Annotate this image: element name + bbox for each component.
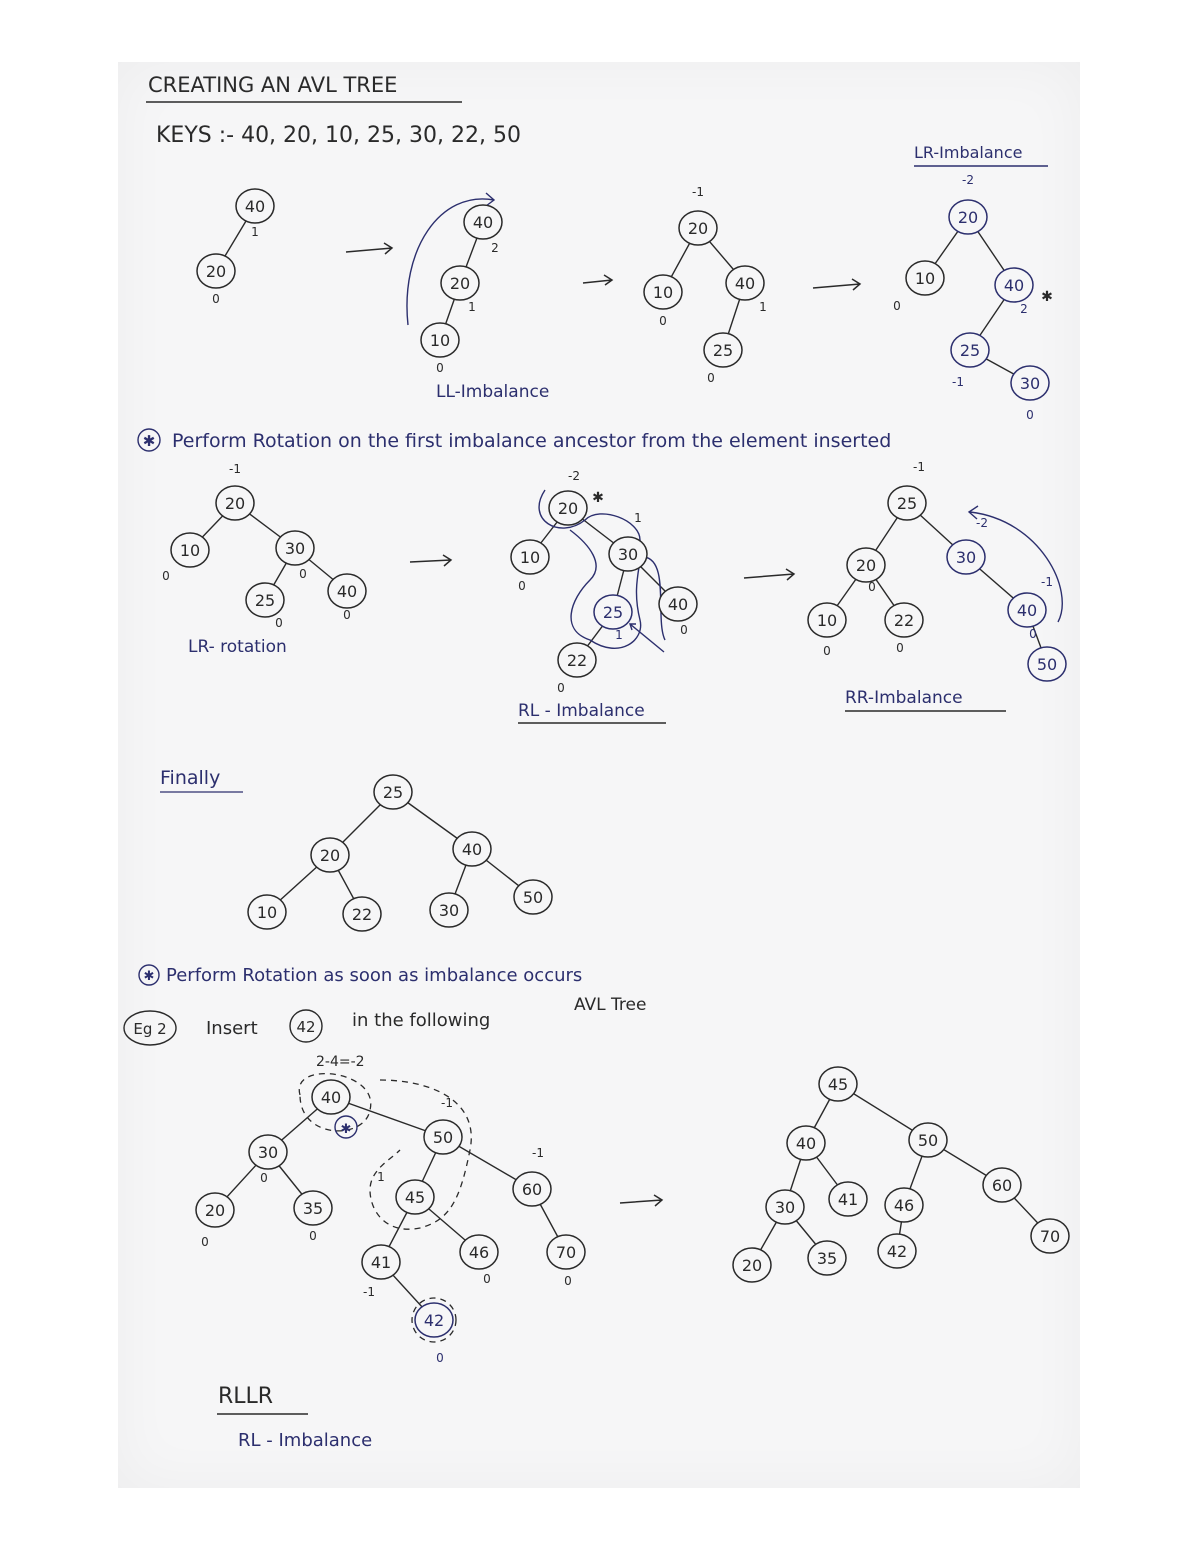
- node-key: 40: [1016, 601, 1038, 620]
- tree-node-70: [1031, 1219, 1069, 1253]
- tree-node-10: [248, 895, 286, 929]
- balance-factor: 0: [868, 580, 876, 594]
- rl-imbalance-label: RL - Imbalance: [518, 701, 645, 721]
- tree-node-25: [951, 333, 989, 389]
- node-key: 10: [816, 611, 838, 630]
- tree-node-35: [294, 1191, 332, 1243]
- node-key: 20: [204, 1201, 226, 1220]
- balance-factor: 0: [707, 371, 715, 385]
- node-key: 25: [382, 783, 404, 802]
- tree-node-25: [888, 460, 926, 520]
- tree-node-46: [460, 1235, 498, 1286]
- tree-node-30: [249, 1135, 287, 1185]
- rr-imbalance-label: RR-Imbalance: [845, 688, 963, 708]
- node-key: 42: [886, 1242, 908, 1261]
- node-key: 35: [302, 1199, 324, 1218]
- node-key: 42: [423, 1311, 445, 1330]
- balance-factor: -1: [913, 460, 925, 474]
- node-key: 22: [893, 611, 915, 630]
- ll-imbalance-label: LL-Imbalance: [436, 382, 550, 402]
- tree-node-60: [983, 1168, 1021, 1202]
- tree-node-41: [362, 1245, 400, 1299]
- node-key: 40: [320, 1088, 342, 1107]
- balance-factor: -1: [229, 462, 241, 476]
- note-1: [138, 429, 891, 452]
- tree-eg2_after: [733, 1067, 1069, 1282]
- node-key: 30: [774, 1198, 796, 1217]
- note-1-text: Perform Rotation on the first imbalance ancestor from the element inserted: [172, 430, 892, 452]
- balance-factor: 1: [251, 225, 259, 239]
- node-key: 40: [461, 840, 483, 859]
- keys-line: KEYS :- 40, 20, 10, 25, 30, 22, 50: [156, 123, 521, 148]
- balance-factor: 2: [491, 241, 499, 255]
- node-key: 20: [741, 1256, 763, 1275]
- node-key: 10: [519, 548, 541, 567]
- header: [146, 73, 521, 148]
- tree-node-40: [328, 574, 366, 622]
- right-arrow-icon: [583, 275, 612, 285]
- node-key: 20: [319, 846, 341, 865]
- tree-node-45: [377, 1170, 434, 1214]
- tree-node-20: [197, 254, 235, 306]
- node-key: 40: [667, 595, 689, 614]
- lr-imbalance-label: LR-Imbalance: [914, 143, 1023, 162]
- lr-rotation-label: LR- rotation: [188, 637, 287, 657]
- tree-node-42: [878, 1234, 916, 1268]
- balance-factor: 0: [260, 1171, 268, 1185]
- tree-node-20: [441, 266, 479, 314]
- tree-node-30: [947, 516, 988, 574]
- key-badge-text: 42: [296, 1018, 316, 1036]
- tree-node-10: [511, 540, 549, 593]
- rl-imbalance-note: RL - Imbalance: [238, 1430, 373, 1451]
- balance-factor: 0: [1029, 627, 1037, 641]
- balance-factor: 0: [343, 608, 351, 622]
- node-key: 20: [957, 208, 979, 227]
- node-key: 10: [179, 541, 201, 560]
- balance-factor: 0: [299, 567, 307, 581]
- node-key: 10: [914, 269, 936, 288]
- tree-node-22: [557, 643, 596, 695]
- node-key: 22: [351, 905, 373, 924]
- tree-node-46: [885, 1188, 923, 1222]
- node-key: 50: [432, 1128, 454, 1147]
- balance-factor: 0: [162, 569, 170, 583]
- example-2-heading: [124, 995, 646, 1045]
- balance-factor: 1: [759, 300, 767, 314]
- node-key: 10: [429, 331, 451, 350]
- node-key: 30: [617, 545, 639, 564]
- tree-node-30: [430, 893, 468, 927]
- tree-node-40: [787, 1126, 825, 1160]
- note-2-text: Perform Rotation as soon as imbalance occurs: [166, 965, 583, 986]
- node-key: 46: [468, 1243, 490, 1262]
- note-2: [139, 965, 582, 986]
- node-key: 30: [438, 901, 460, 920]
- tree-node-22: [885, 603, 923, 655]
- node-key: 20: [205, 262, 227, 281]
- tree-node-40: [236, 189, 274, 239]
- node-key: 46: [893, 1196, 915, 1215]
- balance-factor: 2: [1020, 302, 1028, 316]
- tree-node-20: [216, 462, 254, 520]
- node-key: 40: [795, 1134, 817, 1153]
- tree-nodes: [162, 173, 1069, 1365]
- node-key: 41: [370, 1253, 392, 1272]
- star-icon: ✱: [142, 432, 156, 450]
- finally-label: Finally: [160, 767, 221, 789]
- tree-node-10: [808, 603, 846, 658]
- star-icon: ✱: [1041, 289, 1053, 305]
- tree-node-30: [1011, 366, 1049, 422]
- tree-node-50: [424, 1096, 462, 1154]
- tree-step5: [162, 462, 366, 630]
- node-key: 50: [917, 1131, 939, 1150]
- node-key: 25: [959, 341, 981, 360]
- tree-node-10: [162, 533, 209, 583]
- tree-node-40: [464, 205, 502, 255]
- node-key: 60: [991, 1176, 1013, 1195]
- node-key: 30: [284, 539, 306, 558]
- insert-word: Insert: [206, 1018, 258, 1039]
- balance-factor: 1: [634, 511, 642, 525]
- balance-factor: 0: [518, 579, 526, 593]
- node-key: 40: [244, 197, 266, 216]
- tree-node-20: [679, 185, 717, 245]
- balance-factor: 0: [823, 644, 831, 658]
- node-key: 25: [712, 341, 734, 360]
- node-key: 20: [855, 556, 877, 575]
- balance-factor: -2: [976, 516, 988, 530]
- root-balance-calc: 2-4=-2: [316, 1054, 365, 1070]
- right-arrow-icon: [744, 569, 794, 580]
- node-key: 30: [257, 1143, 279, 1162]
- node-key: 60: [521, 1180, 543, 1199]
- tree-node-20: [549, 469, 587, 525]
- tree-node-60: [513, 1146, 551, 1206]
- tree-node-22: [343, 897, 381, 931]
- rotation-marks: [407, 193, 1062, 652]
- tree-node-25: [374, 775, 412, 809]
- balance-factor: -1: [441, 1096, 453, 1110]
- tree-node-40: [1008, 575, 1053, 627]
- right-arrow-icon: [813, 279, 860, 290]
- tree-node-25: [594, 595, 632, 642]
- node-key: 20: [224, 494, 246, 513]
- star-icon: ✱: [143, 969, 155, 984]
- rllr-label: RLLR: [218, 1384, 274, 1409]
- tree-node-70: [547, 1235, 585, 1288]
- tree-node-40: [659, 587, 697, 637]
- tree-step4: [893, 173, 1049, 422]
- node-key: 35: [816, 1249, 838, 1268]
- tree-node-10: [644, 275, 682, 328]
- tree-node-35: [808, 1241, 846, 1275]
- balance-factor: 0: [1026, 408, 1034, 422]
- tree-step1: [197, 189, 274, 306]
- tree-node-20: [311, 838, 349, 872]
- balance-factor: -1: [1041, 575, 1053, 589]
- avl-tree-text: AVL Tree: [574, 995, 647, 1015]
- tree-node-20: [196, 1193, 234, 1249]
- balance-factor: 0: [436, 1351, 444, 1365]
- balance-factor: 1: [377, 1170, 385, 1184]
- node-key: 10: [652, 283, 674, 302]
- balance-factor: -2: [568, 469, 580, 483]
- tree-node-50: [1028, 627, 1066, 681]
- balance-factor: 0: [436, 361, 444, 375]
- balance-factor: 0: [557, 681, 565, 695]
- balance-factor: 0: [896, 641, 904, 655]
- tree-node-10: [421, 323, 459, 375]
- tree-node-25: [704, 333, 742, 385]
- node-key: 30: [955, 548, 977, 567]
- node-key: 40: [472, 213, 494, 232]
- node-key: 50: [522, 888, 544, 907]
- tree-node-25: [246, 583, 284, 630]
- right-arrow-icon: [346, 243, 392, 254]
- balance-factor: 0: [680, 623, 688, 637]
- tree-step2: [421, 205, 502, 375]
- tree-node-40: [453, 832, 491, 866]
- in-following-text: in the following: [352, 1010, 491, 1031]
- tree-eg2_before: [196, 1080, 585, 1365]
- node-key: 10: [256, 903, 278, 922]
- node-key: 22: [566, 651, 588, 670]
- balance-factor: 0: [212, 292, 220, 306]
- balance-factor: 1: [615, 628, 623, 642]
- balance-factor: -1: [363, 1285, 375, 1299]
- node-key: 20: [687, 219, 709, 238]
- node-key: 20: [449, 274, 471, 293]
- balance-factor: 0: [659, 314, 667, 328]
- node-key: 25: [896, 494, 918, 513]
- balance-factor: 0: [309, 1229, 317, 1243]
- tree-step3: [644, 185, 767, 385]
- tree-node-20: [949, 173, 987, 234]
- balance-factor: -2: [962, 173, 974, 187]
- tree-node-30: [766, 1190, 804, 1224]
- balance-factor: 0: [275, 616, 283, 630]
- node-key: 25: [254, 591, 276, 610]
- tree-final: [248, 775, 552, 931]
- tree-node-45: [819, 1067, 857, 1101]
- step-arrows: [346, 243, 860, 1206]
- tree-node-20: [847, 548, 885, 594]
- balance-factor: 0: [893, 299, 901, 313]
- node-key: 70: [555, 1243, 577, 1262]
- balance-factor: -1: [692, 185, 704, 199]
- tree-node-50: [514, 880, 552, 914]
- node-key: 45: [827, 1075, 849, 1094]
- tree-node-40: [312, 1080, 350, 1114]
- node-key: 40: [734, 274, 756, 293]
- star-icon: ✱: [592, 490, 604, 506]
- balance-factor: -1: [532, 1146, 544, 1160]
- tree-node-40: [995, 268, 1033, 316]
- balance-factor: 0: [201, 1235, 209, 1249]
- tree-node-30: [609, 511, 647, 571]
- eg-label: Eg 2: [133, 1020, 167, 1038]
- balance-factor: 0: [483, 1272, 491, 1286]
- right-arrow-icon: [620, 1195, 662, 1206]
- tree-node-42: [415, 1303, 453, 1365]
- tree-step7: [808, 460, 1066, 681]
- node-key: 50: [1036, 655, 1058, 674]
- tree-node-50: [909, 1123, 947, 1157]
- node-key: 70: [1039, 1227, 1061, 1246]
- tree-node-10: [893, 261, 944, 313]
- pointer-arrow-icon: [630, 624, 664, 652]
- node-key: 40: [336, 582, 358, 601]
- balance-factor: -1: [952, 375, 964, 389]
- node-key: 40: [1003, 276, 1025, 295]
- node-key: 45: [404, 1188, 426, 1207]
- node-key: 30: [1019, 374, 1041, 393]
- tree-node-20: [733, 1248, 771, 1282]
- balance-factor: 0: [564, 1274, 572, 1288]
- node-key: 20: [557, 499, 579, 518]
- tree-node-30: [276, 531, 314, 581]
- tree-node-40: [726, 266, 767, 314]
- node-key: 25: [602, 603, 624, 622]
- right-arrow-icon: [410, 555, 451, 566]
- page-title: CREATING AN AVL TREE: [148, 73, 398, 97]
- star-icon: ✱: [340, 1122, 352, 1137]
- balance-factor: 1: [468, 300, 476, 314]
- tree-node-41: [829, 1182, 867, 1216]
- node-key: 41: [837, 1190, 859, 1209]
